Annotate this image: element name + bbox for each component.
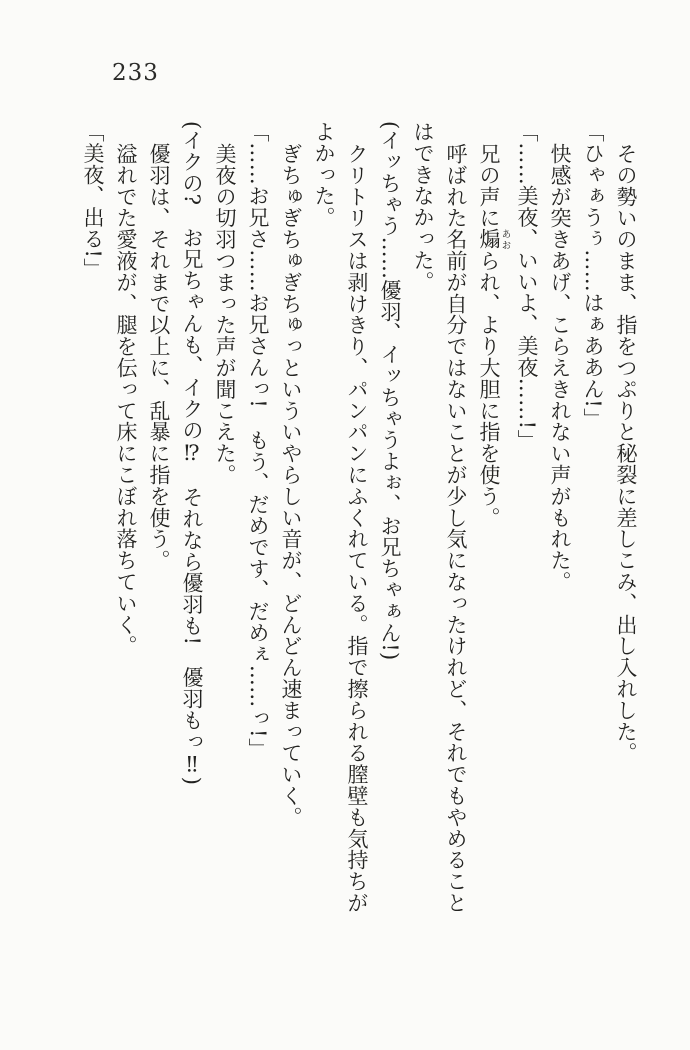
paragraph-dialogue: 「ひゃぁうぅ……はぁああん!」 [581,121,605,430]
paragraph-narration: 溢れでた愛液が、腿を伝って床にこぼれ落ちていく。 [114,142,138,657]
paragraph-narration: 兄の声に煽あおられ、より大胆に指を使う。 [477,142,511,528]
paragraph-narration: 美夜の切羽つまった声が聞こえた。 [213,142,237,485]
paragraph-narration: 優羽は、それまで以上に、乱暴に指を使う。 [147,142,171,571]
paragraph-narration: 呼ばれた名前が自分ではないことが少し気になったけれど、それでもやめることはできなかった。 [411,121,468,913]
vertical-text-block [76,121,642,927]
paragraph-dialogue: 「……美夜、いいよ、美夜……!」 [515,121,539,451]
paragraph-thought: (イクの? お兄ちゃんも、イクの⁉ それなら優羽も! 優羽もっ‼) [180,121,204,786]
paragraph-narration: クリトリスは剥けきり、パンパンにふくれている。指で擦られる膣壁も気持ちがよかった。 [312,121,369,913]
paragraph-dialogue: 「美夜、出る!」 [81,121,105,280]
paragraph-dialogue: 「……お兄さ……お兄さんっ! もう、だめです、だめぇ……っ!」 [246,121,270,760]
page-number: 233 [112,60,159,86]
paragraph-narration: その勢いのまま、指をつぷりと秘裂に差しこみ、出し入れした。 [614,142,638,764]
paragraph-narration: 快感が突きあげ、こらえきれない声がもれた。 [548,142,572,592]
paragraph-thought: (イッちゃう……優羽、イッちゃうよぉ、お兄ちゃぁん!) [378,121,402,661]
paragraph-narration: ぎちゅぎちゅぎちゅっといういやらしい音が、どんどん速まっていく。 [279,142,303,828]
ruby-annotated-kanji: 煽あお [477,228,511,250]
